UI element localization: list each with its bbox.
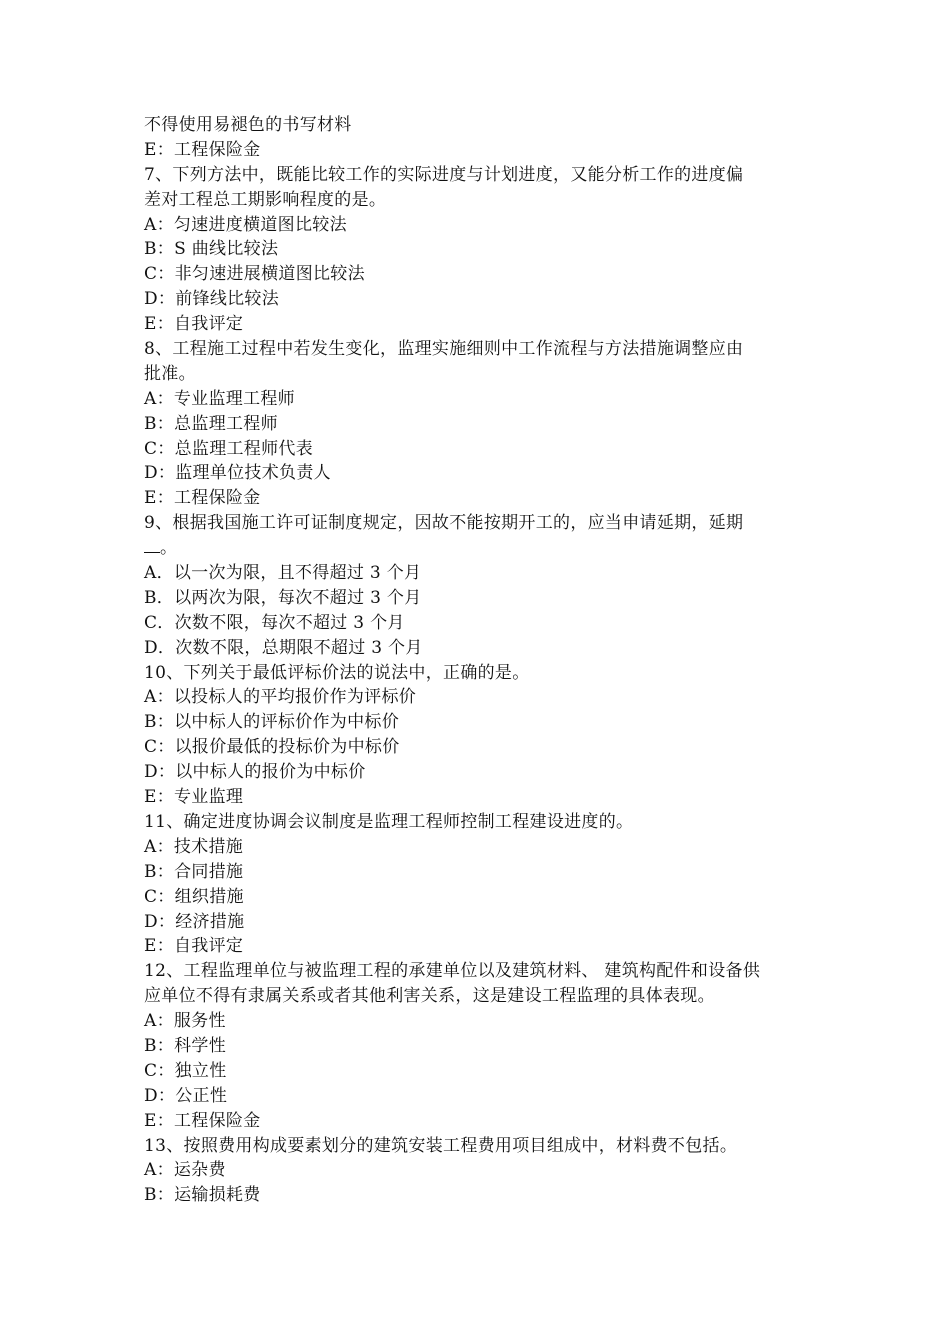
option-line: C：独立性 <box>144 1060 227 1081</box>
option-line: B：以中标人的评标价作为中标价 <box>144 712 399 733</box>
question-line: 7、下列方法中，既能比较工作的实际进度与计划进度，又能分析工作的进度偏 <box>144 164 744 185</box>
option-line: C．次数不限，每次不超过 3 个月 <box>144 612 405 633</box>
option-line: E：工程保险金 <box>144 1110 261 1131</box>
question-line: 12、工程监理单位与被监理工程的承建单位以及建筑材料、 建筑构配件和设备供 <box>144 961 761 982</box>
option-line: A．以一次为限，且不得超过 3 个月 <box>144 563 422 584</box>
option-line: B：合同措施 <box>144 861 244 882</box>
question-line-end: 。 <box>160 538 178 559</box>
option-line: E：专业监理 <box>144 787 244 808</box>
question-line <box>144 536 810 561</box>
option-line: A：匀速进度横道图比较法 <box>144 214 347 235</box>
option-line: B：科学性 <box>144 1035 226 1056</box>
option-line: E：自我评定 <box>144 936 244 957</box>
option-line: A：技术措施 <box>144 836 244 857</box>
option-line: D：前锋线比较法 <box>144 289 280 310</box>
option-line: E：工程保险金 <box>144 488 261 509</box>
option-line: D：以中标人的报价为中标价 <box>144 762 366 783</box>
option-line: B：运输损耗费 <box>144 1185 261 1206</box>
option-line: D．次数不限，总期限不超过 3 个月 <box>144 637 423 658</box>
question-line: 10、下列关于最低评标价法的说法中，正确的是。 <box>144 662 530 683</box>
option-line: A：专业监理工程师 <box>144 388 295 409</box>
option-line: B：S 曲线比较法 <box>144 239 279 260</box>
option-line: C：总监理工程师代表 <box>144 438 314 459</box>
text-line: 不得使用易褪色的书写材料 <box>144 115 352 135</box>
option-line: A：运杂费 <box>144 1160 226 1181</box>
option-line: B．以两次为限，每次不超过 3 个月 <box>144 587 422 608</box>
option-line: E：工程保险金 <box>144 139 261 160</box>
option-line: D：公正性 <box>144 1085 228 1106</box>
option-line: C：非匀速进展横道图比较法 <box>144 264 365 285</box>
question-line: 差对工程总工期影响程度的是。 <box>144 189 387 210</box>
option-line: E：自我评定 <box>144 314 244 335</box>
option-line: C：以报价最低的投标价为中标价 <box>144 737 400 758</box>
option-line: D：经济措施 <box>144 911 245 932</box>
option-line: A：服务性 <box>144 1011 226 1032</box>
question-line: 8、工程施工过程中若发生变化，监理实施细则中工作流程与方法措施调整应由 <box>144 339 744 360</box>
question-line: 11、确定进度协调会议制度是监理工程师控制工程建设进度的。 <box>144 811 634 832</box>
document-body <box>144 113 810 1208</box>
answer-blank <box>144 538 160 553</box>
question-line: 13、按照费用构成要素划分的建筑安装工程费用项目组成中，材料费不包括。 <box>144 1135 738 1156</box>
option-line: B：总监理工程师 <box>144 413 278 434</box>
option-line: D：监理单位技术负责人 <box>144 463 331 484</box>
question-line: 批准。 <box>144 363 196 384</box>
question-line: 9、根据我国施工许可证制度规定，因故不能按期开工的，应当申请延期，延期 <box>144 513 744 534</box>
question-line: 应单位不得有隶属关系或者其他利害关系，这是建设工程监理的具体表现。 <box>144 986 715 1007</box>
option-line: A：以投标人的平均报价作为评标价 <box>144 687 417 708</box>
option-line: C：组织措施 <box>144 886 244 907</box>
